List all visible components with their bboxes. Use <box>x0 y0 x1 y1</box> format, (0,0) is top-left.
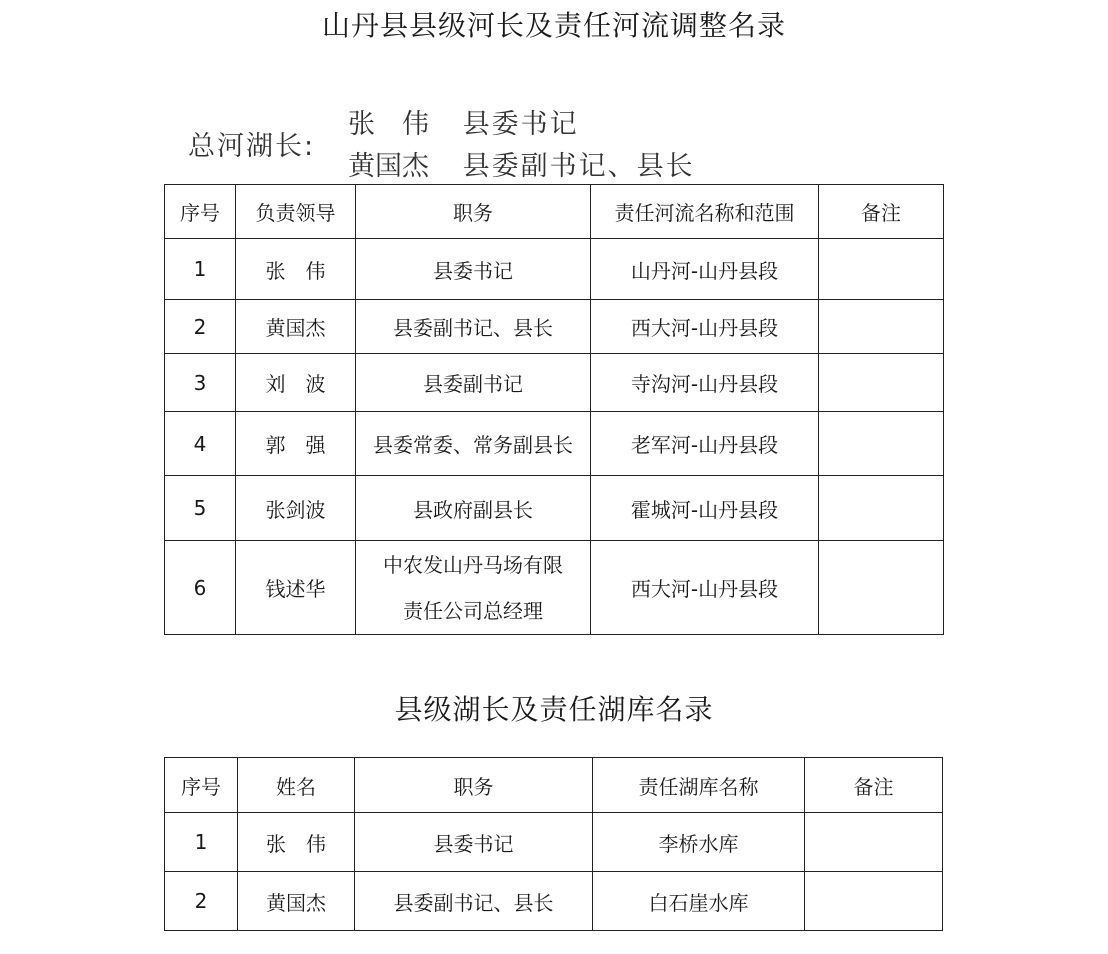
table-row <box>165 239 944 300</box>
table-row <box>165 412 944 476</box>
cell-no: 6 <box>165 541 236 635</box>
chief-entry <box>348 102 579 141</box>
cell-note <box>819 300 944 354</box>
cell-position: 县委书记 <box>355 813 593 872</box>
cell-position: 县政府副县长 <box>356 476 591 541</box>
cell-note <box>819 476 944 541</box>
cell-no: 3 <box>165 354 236 412</box>
table-row <box>165 476 944 541</box>
header-cell: 负责领导 <box>236 185 356 239</box>
cell-leader: 黄国杰 <box>236 300 356 354</box>
cell-position: 县委书记 <box>356 239 591 300</box>
cell-river: 山丹河-山丹县段 <box>591 239 819 300</box>
cell-leader: 郭 强 <box>236 412 356 476</box>
chief-name: 张 伟 <box>348 109 429 140</box>
cell-river: 霍城河-山丹县段 <box>591 476 819 541</box>
river-table <box>164 184 944 635</box>
page-title: 山丹县县级河长及责任河流调整名录 <box>321 9 786 42</box>
table-row <box>165 300 944 354</box>
table-row <box>165 354 944 412</box>
header-cell: 备注 <box>819 185 944 239</box>
header-cell: 职务 <box>356 185 591 239</box>
header-cell: 序号 <box>165 758 238 813</box>
cell-note <box>805 872 943 931</box>
cell-note <box>819 354 944 412</box>
cell-position <box>356 541 591 635</box>
table-row <box>165 541 944 635</box>
cell-note <box>805 813 943 872</box>
cell-no: 1 <box>165 813 238 872</box>
cell-no: 2 <box>165 300 236 354</box>
position-line: 责任公司总经理 <box>403 598 543 623</box>
cell-river: 西大河-山丹县段 <box>591 300 819 354</box>
section-title: 县级湖长及责任湖库名录 <box>394 693 714 726</box>
cell-note <box>819 239 944 300</box>
cell-river: 西大河-山丹县段 <box>591 541 819 635</box>
cell-no: 1 <box>165 239 236 300</box>
lake-table <box>164 757 943 931</box>
header-cell: 姓名 <box>238 758 355 813</box>
table-header-row <box>165 758 943 813</box>
cell-leader: 钱述华 <box>236 541 356 635</box>
header-cell: 责任湖库名称 <box>593 758 805 813</box>
chief-title: 县委副书记、县长 <box>462 151 695 182</box>
cell-position: 县委副书记、县长 <box>356 300 591 354</box>
cell-position: 县委副书记 <box>356 354 591 412</box>
table-row <box>165 813 943 872</box>
cell-lake: 白石崖水库 <box>593 872 805 931</box>
header-cell: 职务 <box>355 758 593 813</box>
cell-no: 5 <box>165 476 236 541</box>
cell-note <box>819 541 944 635</box>
cell-no: 2 <box>165 872 238 931</box>
chief-name: 黄国杰 <box>348 151 429 182</box>
cell-leader: 刘 波 <box>236 354 356 412</box>
header-cell: 责任河流名称和范围 <box>591 185 819 239</box>
table-row <box>165 872 943 931</box>
cell-position: 县委副书记、县长 <box>355 872 593 931</box>
chief-label: 总河湖长: <box>188 131 316 162</box>
cell-position: 县委常委、常务副县长 <box>356 412 591 476</box>
header-cell: 备注 <box>805 758 943 813</box>
header-cell: 序号 <box>165 185 236 239</box>
cell-river: 寺沟河-山丹县段 <box>591 354 819 412</box>
table-header-row <box>165 185 944 239</box>
position-line: 中农发山丹马场有限 <box>383 552 563 577</box>
cell-lake: 李桥水库 <box>593 813 805 872</box>
cell-river: 老军河-山丹县段 <box>591 412 819 476</box>
cell-name: 黄国杰 <box>238 872 355 931</box>
chief-title: 县委书记 <box>462 109 579 140</box>
cell-note <box>819 412 944 476</box>
cell-no: 4 <box>165 412 236 476</box>
cell-leader: 张 伟 <box>236 239 356 300</box>
cell-leader: 张剑波 <box>236 476 356 541</box>
chief-entry <box>348 144 695 183</box>
cell-name: 张 伟 <box>238 813 355 872</box>
